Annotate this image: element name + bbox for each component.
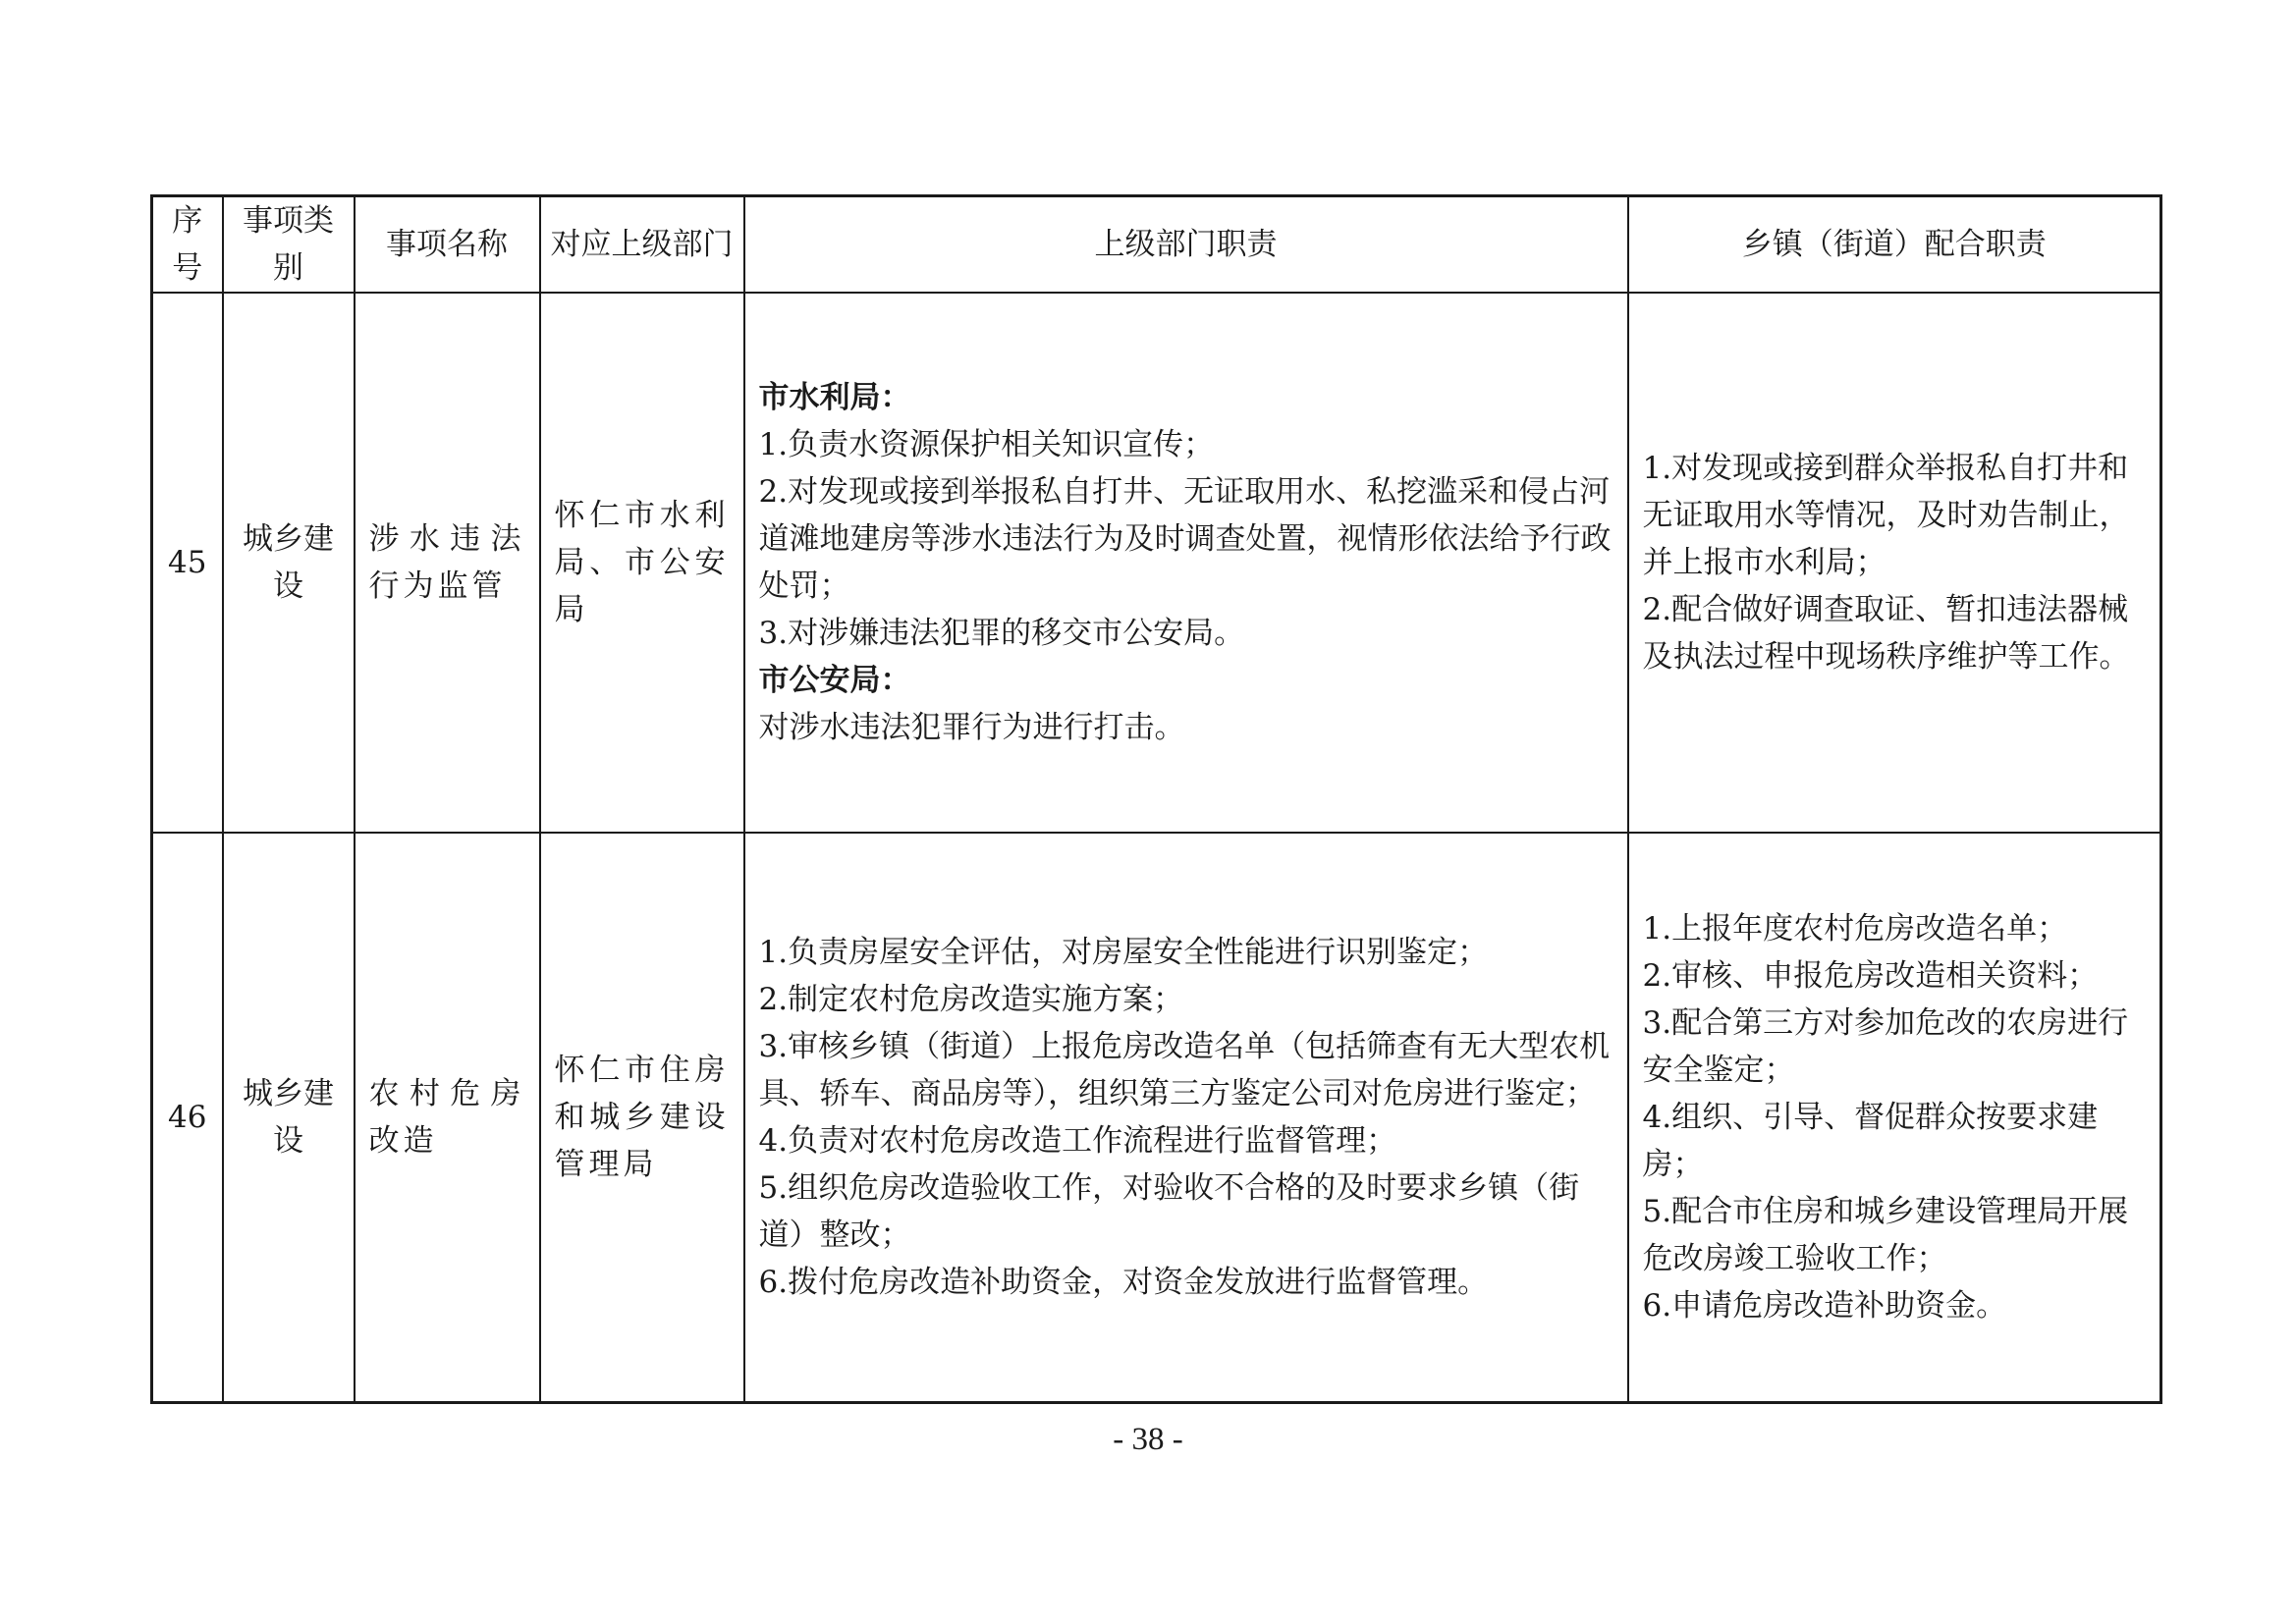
- header-town-duty: 乡镇（街道）配合职责: [1628, 196, 2161, 294]
- duties-table: [150, 194, 2162, 1404]
- row-superior-dept: 怀仁市住房和城乡建设管理局: [540, 833, 744, 1403]
- duty-item: 1.负责水资源保护相关知识宣传；: [758, 427, 1215, 462]
- row-superior-duty: [744, 293, 1628, 833]
- duty-item: 对涉水违法犯罪行为进行打击。: [758, 710, 1185, 745]
- duty-item: 2.配合做好调查取证、暂扣违法器械及执法过程中现场秩序维护等工作。: [1642, 592, 2130, 675]
- table-row: [152, 293, 2161, 833]
- duty-item: 3.配合第三方对参加危改的农房进行安全鉴定；: [1642, 1005, 2129, 1088]
- row-superior-duty: [744, 833, 1628, 1403]
- duty-item: 3.审核乡镇（街道）上报危房改造名单（包括筛查有无大型农机具、轿车、商品房等），组织第三方鉴定公司对危房进行鉴定；: [758, 1029, 1611, 1111]
- page-number: - 38 -: [1113, 1422, 1183, 1457]
- duty-item: 1.对发现或接到群众举报私自打井和无证取用水等情况，及时劝告制止，并上报市水利局；: [1642, 451, 2130, 580]
- dept-heading: 市水利局：: [758, 380, 911, 415]
- row-town-duty: [1628, 293, 2161, 833]
- dept-heading: 市公安局：: [758, 663, 911, 698]
- duty-item: 2.对发现或接到举报私自打井、无证取用水、私挖滥采和侵占河道滩地建房等涉水违法行为及时调查处置，视情形依法给予行政处罚；: [758, 474, 1612, 604]
- table-row: [152, 833, 2161, 1403]
- row-name: 涉水违法行为监管: [355, 293, 540, 833]
- header-category: 事项类别: [223, 196, 355, 294]
- duty-item: 3.对涉嫌违法犯罪的移交市公安局。: [758, 616, 1245, 651]
- header-name: 事项名称: [355, 196, 540, 294]
- header-superior-dept: 对应上级部门: [540, 196, 744, 294]
- row-category: 城乡建设: [223, 293, 355, 833]
- row-seq: 46: [152, 833, 223, 1403]
- duty-item: 6.拨付危房改造补助资金，对资金发放进行监督管理。: [758, 1265, 1489, 1300]
- duty-item: 5.配合市住房和城乡建设管理局开展危改房竣工验收工作；: [1642, 1194, 2129, 1276]
- row-superior-dept: 怀仁市水利局、市公安局: [540, 293, 744, 833]
- header-seq: 序号: [152, 196, 223, 294]
- row-category: 城乡建设: [223, 833, 355, 1403]
- duty-item: 1.上报年度农村危房改造名单；: [1642, 911, 2068, 947]
- duty-item: 2.审核、申报危房改造相关资料；: [1642, 958, 2099, 994]
- duty-item: 1.负责房屋安全评估，对房屋安全性能进行识别鉴定；: [758, 935, 1489, 970]
- duty-item: 5.组织危房改造验收工作，对验收不合格的及时要求乡镇（街道）整改；: [758, 1170, 1580, 1253]
- header-superior-duty: 上级部门职责: [744, 196, 1628, 294]
- duty-item: 4.负责对农村危房改造工作流程进行监督管理；: [758, 1123, 1397, 1159]
- duty-item: 6.申请危房改造补助资金。: [1642, 1288, 2007, 1324]
- row-seq: 45: [152, 293, 223, 833]
- row-name: 农村危房改造: [355, 833, 540, 1403]
- table-header-row: [152, 196, 2161, 294]
- duty-item: 2.制定农村危房改造实施方案；: [758, 982, 1184, 1017]
- duty-item: 4.组织、引导、督促群众按要求建房；: [1642, 1100, 2099, 1182]
- row-town-duty: [1628, 833, 2161, 1403]
